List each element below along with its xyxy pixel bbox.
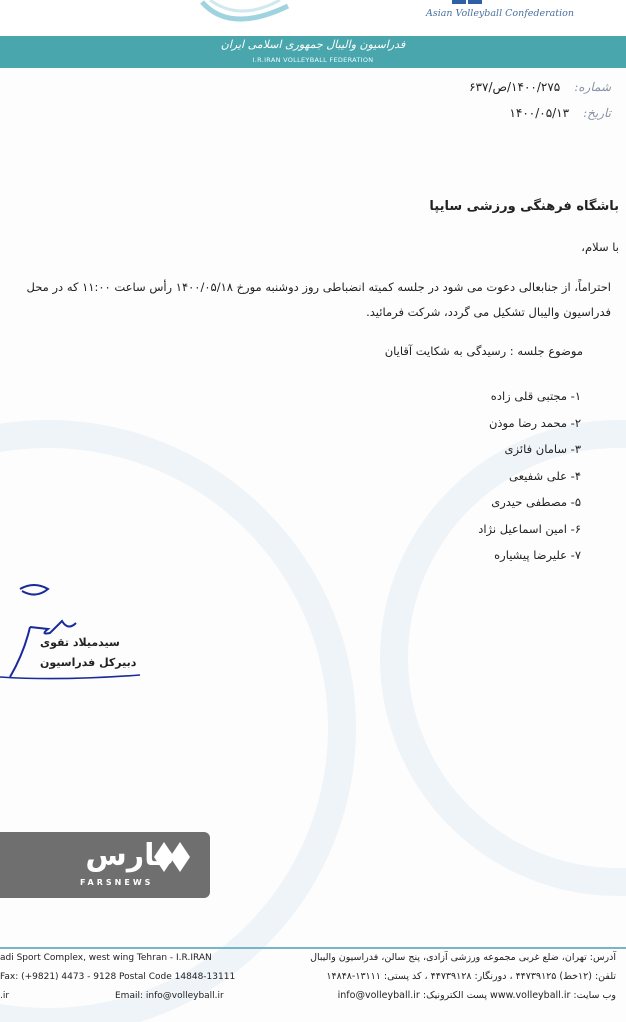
number-value: ۱۴۰۰/۲۷۵/ص/۶۳۷ xyxy=(469,80,561,94)
list-item: ۵- مصطفی حیدری xyxy=(491,495,581,509)
list-item: ۳- سامان فائزی xyxy=(504,442,581,456)
list-item: ۲- محمد رضا موذن xyxy=(488,415,581,430)
header-logo-area xyxy=(0,0,626,36)
recipient: باشگاه فرهنگی ورزشی سایپا xyxy=(429,199,619,214)
letter-date xyxy=(509,106,611,120)
greeting: با سلام، xyxy=(581,240,619,254)
names-list xyxy=(478,383,581,569)
footer-contact-fa: وب سایت: www.volleyball.ir پست الکترونیک: info@volleyball.ir xyxy=(337,990,616,1001)
confederation-name: Asian Volleyball Confederation xyxy=(425,8,574,19)
footer-phone-fa: تلفن: (۱۲خط) ۴۴۷۳۹۱۲۵ ، دورنگار: ۴۴۷۳۹۱۲۸ ، کد پستی: ۱۳۱۱۱-۱۴۸۴۸ xyxy=(326,971,616,982)
watermark-swoosh xyxy=(0,420,356,1022)
avc-swoosh-icon xyxy=(200,0,290,28)
list-item: ۷- علیرضا پیشیاره xyxy=(494,548,581,562)
footer-web-en: .ir xyxy=(0,991,10,1001)
footer-divider xyxy=(0,947,626,949)
farsnews-name-fa: فارس xyxy=(85,838,175,873)
number-label: شماره: xyxy=(574,80,611,94)
date-label: تاریخ: xyxy=(583,106,611,120)
signatory-name: سیدمیلاد تقوی xyxy=(40,636,120,649)
footer-address-fa: آدرس: تهران، ضلع غربی مجموعه ورزشی آزادی، پنج سالن، فدراسیون والیبال xyxy=(310,952,616,963)
list-item: ۴- علی شفیعی xyxy=(509,468,581,483)
footer-fax-en: Fax: (+9821) 4473 - 9128 Postal Code 14848-13111 xyxy=(0,972,236,982)
meeting-subject: موضوع جلسه : رسیدگی به شکایت آقایان xyxy=(384,344,583,358)
federation-name-fa: فدراسیون والیبال جمهوری اسلامی ایران xyxy=(220,38,406,51)
footer-email-en: Email: info@volleyball.ir xyxy=(115,991,224,1001)
federation-name-en: I.R.IRAN VOLLEYBALL FEDERATION xyxy=(252,56,374,64)
letter-number xyxy=(469,80,611,94)
list-item: ۶- امین اسماعیل نژاد xyxy=(478,521,581,536)
date-value: ۱۴۰۰/۰۵/۱۳ xyxy=(509,106,570,120)
farsnews-name-en: FARSNEWS xyxy=(80,878,154,887)
list-item: ۱- مجتبی قلی زاده xyxy=(490,389,581,403)
letter-body: احتراماً، از جنابعالی دعوت می شود در جلسه کمیته انضباطی روز دوشنبه مورخ ۱۴۰۰/۰۵/۱۸ رأس ساعت ۱۱:۰۰ که در محل فدراسیون والیبال تشکیل می گردد، شرکت فرمائید. xyxy=(26,280,611,319)
footer-address-en: adi Sport Complex, west wing Tehran - I.R.IRAN xyxy=(0,953,212,963)
signatory-title: دبیرکل فدراسیون xyxy=(40,656,137,669)
